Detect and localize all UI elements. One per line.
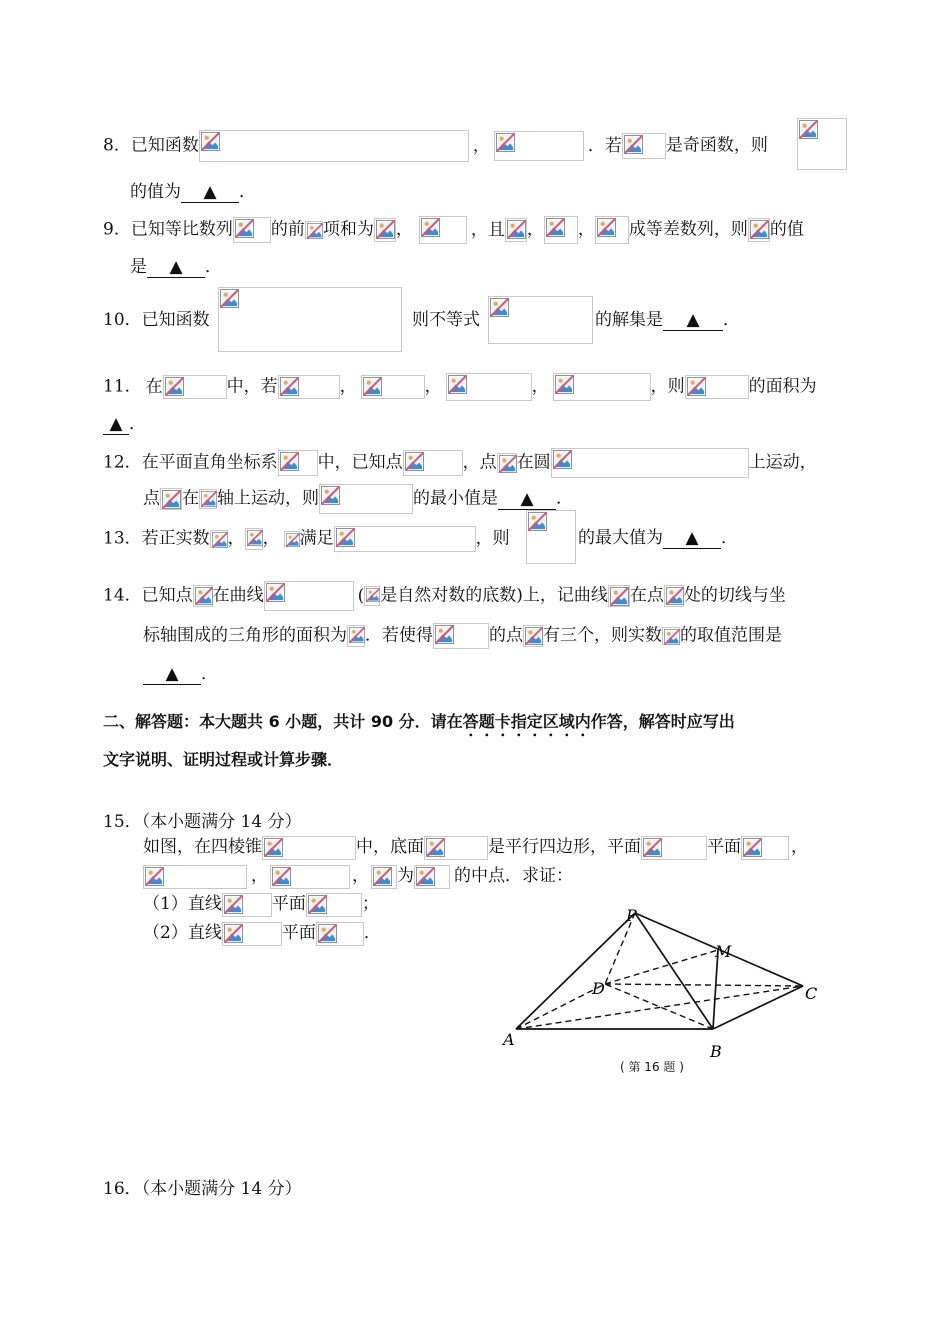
question-text: ． <box>239 182 256 202</box>
broken-image-icon <box>266 583 285 602</box>
question-text: ， <box>227 528 245 549</box>
broken-image-icon <box>224 895 243 914</box>
formula-image <box>160 488 182 510</box>
question-text: ． <box>721 528 738 548</box>
question-text: 则不等式 <box>412 310 480 330</box>
formula-image <box>526 510 576 564</box>
formula-image <box>305 221 323 239</box>
edge-PA <box>516 913 635 1029</box>
broken-image-icon <box>743 838 762 857</box>
label-C: C <box>805 984 818 1003</box>
question-15-line1 <box>143 835 808 860</box>
broken-image-icon <box>308 895 327 914</box>
formula-image <box>278 375 340 399</box>
question-text: 已知等比数列 <box>130 219 233 240</box>
question-text: 是平行四边形，平面 <box>488 837 641 857</box>
question-text: ． <box>129 414 146 434</box>
formula-image <box>262 836 356 860</box>
label-B: B <box>710 1042 722 1061</box>
formula-image <box>446 373 532 401</box>
question-text: 在平面直角坐标系 <box>141 452 278 473</box>
question-text: 的最小值是 <box>413 488 498 509</box>
formula-image <box>245 528 263 550</box>
label-P: P <box>626 906 637 925</box>
broken-image-icon <box>272 867 291 886</box>
formula-image <box>222 893 272 917</box>
question-11-line2 <box>103 412 146 436</box>
broken-image-icon <box>280 452 299 471</box>
broken-image-icon <box>286 533 300 547</box>
question-14-line3 <box>143 662 218 686</box>
broken-image-icon <box>165 377 184 396</box>
question-text: （2）直线 <box>143 923 222 943</box>
question-text: 成等差数列，则 <box>628 219 748 240</box>
formula-image <box>193 585 213 607</box>
question-12-line1 <box>103 448 817 478</box>
question-text: 已知函数 <box>130 135 199 156</box>
formula-image <box>374 218 396 242</box>
formula-image <box>278 450 318 476</box>
section-text: 文字说明、证明过程或计算步骤． <box>103 750 344 769</box>
broken-image-icon <box>321 486 340 505</box>
question-text: 平面 <box>707 837 741 857</box>
score-note: （本小题满分 14 分） <box>141 812 302 832</box>
formula-image <box>199 130 469 162</box>
question-11-line1 <box>103 373 817 401</box>
answer-blank[interactable]: ▲ <box>143 664 201 685</box>
formula-image <box>608 585 630 607</box>
question-text: 的最大值为 <box>578 528 663 548</box>
formula-image <box>662 627 680 645</box>
formula-image <box>433 623 489 649</box>
formula-image <box>419 216 467 244</box>
answer-blank[interactable]: ▲ <box>663 310 723 331</box>
question-text: 的面积为 <box>748 376 817 397</box>
question-text: 中，底面 <box>356 837 424 857</box>
question-number: 14． <box>103 585 142 606</box>
question-text: ，则 <box>650 376 685 397</box>
question-text: ， <box>339 376 357 397</box>
question-text: 在 <box>145 376 163 397</box>
question-text: ， <box>791 837 808 857</box>
question-text: 是奇函数，则 <box>665 135 768 156</box>
question-text: 的解集是 <box>595 310 663 330</box>
question-text: ( <box>357 585 365 606</box>
broken-image-icon <box>349 627 365 643</box>
formula-image <box>233 217 271 243</box>
question-text: 平面 <box>281 923 316 943</box>
formula-image <box>595 216 629 244</box>
question-text: ； <box>361 894 379 914</box>
question-text: 为 <box>397 866 414 886</box>
formula-image <box>797 118 847 170</box>
question-text: ， <box>526 219 544 240</box>
question-text: 中，若 <box>226 376 278 397</box>
broken-image-icon <box>448 375 467 394</box>
broken-image-icon <box>264 838 283 857</box>
label-M: M <box>715 942 732 961</box>
formula-image <box>424 836 488 860</box>
formula-image <box>523 625 543 647</box>
pyramid-figure <box>495 905 835 1080</box>
question-15-line2 <box>143 864 573 889</box>
segment-DM <box>605 950 718 984</box>
broken-image-icon <box>363 377 382 396</box>
question-text: 处的切线与坐 <box>683 585 786 606</box>
question-number: 15． <box>103 812 142 832</box>
question-13-line <box>103 526 510 552</box>
question-number: 12． <box>103 452 142 473</box>
broken-image-icon <box>195 587 213 605</box>
broken-image-icon <box>528 512 547 531</box>
segment-BM <box>713 950 718 1029</box>
formula-image <box>622 133 666 159</box>
formula-image <box>334 526 476 552</box>
broken-image-icon <box>421 218 440 237</box>
question-10-line-b <box>412 308 480 332</box>
question-12-line2 <box>143 484 573 514</box>
question-text: ， <box>424 376 442 397</box>
question-text: ， <box>352 866 369 886</box>
question-text: ，点 <box>462 452 497 473</box>
question-text: ， <box>577 219 595 240</box>
broken-image-icon <box>201 491 217 507</box>
question-10-line-c <box>595 308 740 332</box>
formula-image <box>143 865 247 889</box>
broken-image-icon <box>435 625 454 644</box>
broken-image-icon <box>307 223 323 239</box>
formula-image <box>641 836 707 860</box>
question-13-line-b <box>578 526 738 550</box>
broken-image-icon <box>687 377 706 396</box>
question-number: 13． <box>103 528 142 549</box>
question-9-line1 <box>103 216 804 244</box>
broken-image-icon <box>373 867 392 886</box>
question-text: 已知点 <box>141 585 193 606</box>
formula-image <box>664 585 684 607</box>
question-text: 是自然对数的底数)上，记曲线 <box>380 585 608 606</box>
broken-image-icon <box>220 289 239 308</box>
question-text: 在圆 <box>516 452 551 473</box>
question-number: 16． <box>103 1179 142 1199</box>
section-2-heading-line2 <box>103 748 343 772</box>
question-text: 在曲线 <box>212 585 264 606</box>
broken-image-icon <box>201 132 220 151</box>
broken-image-icon <box>426 838 445 857</box>
question-text: ， <box>472 135 490 156</box>
formula-image <box>741 836 789 860</box>
question-15-part1 <box>143 892 379 917</box>
broken-image-icon <box>597 218 616 237</box>
broken-image-icon <box>664 629 680 645</box>
formula-image <box>218 287 402 352</box>
formula-image <box>284 531 300 547</box>
broken-image-icon <box>553 450 572 469</box>
formula-image <box>163 375 227 399</box>
question-text: 是 <box>130 257 147 277</box>
answer-blank[interactable]: ▲ <box>103 414 129 435</box>
question-15-part2 <box>143 921 381 946</box>
question-text: ． <box>201 664 218 684</box>
question-text: 如图，在四棱锥 <box>143 837 262 857</box>
question-text: 若正实数 <box>141 528 210 549</box>
question-text: 点 <box>143 488 160 509</box>
question-15-header <box>103 810 302 834</box>
question-text: 项和为 <box>322 219 374 240</box>
question-text: 的前 <box>270 219 305 240</box>
emphasized-text: 答题卡指定区域内 <box>462 712 591 731</box>
question-text: 中，已知点 <box>317 452 403 473</box>
broken-image-icon <box>643 838 662 857</box>
broken-image-icon <box>318 924 337 943</box>
question-text: ．若使得 <box>365 625 433 646</box>
question-text: ． <box>556 488 573 509</box>
formula-image <box>553 373 651 401</box>
question-text: ， <box>262 528 280 549</box>
broken-image-icon <box>666 587 684 605</box>
broken-image-icon <box>366 588 380 602</box>
formula-image <box>264 581 354 611</box>
broken-image-icon <box>750 220 769 239</box>
formula-image <box>748 218 770 242</box>
formula-image <box>371 865 397 889</box>
question-14-line1 <box>103 581 786 611</box>
question-text: 满足 <box>299 528 334 549</box>
broken-image-icon <box>507 220 526 239</box>
label-D: D <box>592 979 605 998</box>
broken-image-icon <box>555 375 574 394</box>
broken-image-icon <box>499 455 517 473</box>
broken-image-icon <box>247 530 263 546</box>
formula-image <box>685 375 749 399</box>
label-A: A <box>503 1030 515 1049</box>
broken-image-icon <box>212 532 228 548</box>
broken-image-icon <box>145 867 164 886</box>
formula-image <box>347 625 365 647</box>
answer-blank[interactable]: ▲ <box>181 182 239 203</box>
question-text: （1）直线 <box>143 894 222 914</box>
formula-image <box>494 131 584 161</box>
question-text: 的点 <box>489 625 523 646</box>
answer-blank[interactable]: ▲ <box>498 489 556 510</box>
score-note: （本小题满分 14 分） <box>141 1179 302 1199</box>
broken-image-icon <box>624 135 643 154</box>
broken-image-icon <box>525 627 543 645</box>
question-text: 平面 <box>271 894 306 914</box>
question-text: 有三个，则实数 <box>543 625 662 646</box>
edge-DC <box>605 984 803 986</box>
question-text: ， <box>531 376 549 397</box>
question-text: ． <box>363 923 381 943</box>
formula-image <box>505 218 527 242</box>
question-text: 标轴围成的三角形的面积为 <box>143 625 347 646</box>
question-8-line1 <box>103 130 768 162</box>
figure-caption: ( 第 16 题 ) <box>620 1060 684 1074</box>
question-text: ，则 <box>475 528 510 549</box>
question-10-line <box>103 308 210 332</box>
broken-image-icon <box>235 219 254 238</box>
question-text: ， <box>251 866 268 886</box>
broken-image-icon <box>280 377 299 396</box>
diag-BD <box>605 984 713 1029</box>
question-number: 11． <box>103 376 142 397</box>
section-2-heading <box>103 710 735 740</box>
broken-image-icon <box>405 452 424 471</box>
question-14-line2 <box>143 623 782 649</box>
formula-image <box>551 448 749 478</box>
question-16-header <box>103 1177 302 1201</box>
section-text: 作答，解答时应写出 <box>590 712 735 731</box>
question-text: 轴上运动，则 <box>217 488 319 509</box>
question-text: 的中点．求证： <box>454 866 573 886</box>
question-text: ． <box>723 310 740 330</box>
formula-image <box>544 216 578 244</box>
formula-image <box>316 922 364 946</box>
broken-image-icon <box>376 220 395 239</box>
answer-blank[interactable]: ▲ <box>147 257 205 278</box>
formula-image <box>306 893 362 917</box>
question-9-line2 <box>130 255 222 279</box>
formula-image <box>364 586 380 606</box>
question-number: 8． <box>103 135 131 156</box>
question-text: 在 <box>182 488 199 509</box>
formula-image <box>497 453 517 473</box>
question-text: 的取值范围是 <box>680 625 782 646</box>
formula-image <box>319 484 413 514</box>
formula-image <box>199 489 217 509</box>
question-text: 的值为 <box>130 182 181 202</box>
formula-image <box>488 296 593 344</box>
answer-blank[interactable]: ▲ <box>663 528 721 549</box>
question-8-line2 <box>130 180 256 204</box>
question-number: 9． <box>103 219 131 240</box>
broken-image-icon <box>416 867 435 886</box>
question-text: ，且 <box>470 219 505 240</box>
question-text: 的值 <box>769 219 804 240</box>
question-text: 在点 <box>629 585 664 606</box>
formula-image <box>414 865 450 889</box>
question-text: ． <box>205 257 222 277</box>
broken-image-icon <box>610 587 629 606</box>
broken-image-icon <box>496 133 515 152</box>
question-text: 上运动， <box>748 452 817 473</box>
question-number: 10． <box>103 310 142 330</box>
broken-image-icon <box>162 490 181 509</box>
question-text: ．若 <box>587 135 622 156</box>
formula-image <box>403 450 463 476</box>
section-text: 二、解答题：本大题共 6 小题，共计 90 分．请在 <box>103 712 463 731</box>
broken-image-icon <box>546 218 565 237</box>
formula-image <box>361 375 425 399</box>
broken-image-icon <box>224 924 243 943</box>
formula-image <box>270 865 350 889</box>
question-text: ， <box>395 219 413 240</box>
formula-image <box>210 530 228 548</box>
formula-image <box>222 922 282 946</box>
broken-image-icon <box>799 120 818 139</box>
broken-image-icon <box>490 298 509 317</box>
broken-image-icon <box>336 528 355 547</box>
question-text: 已知函数 <box>141 310 210 330</box>
